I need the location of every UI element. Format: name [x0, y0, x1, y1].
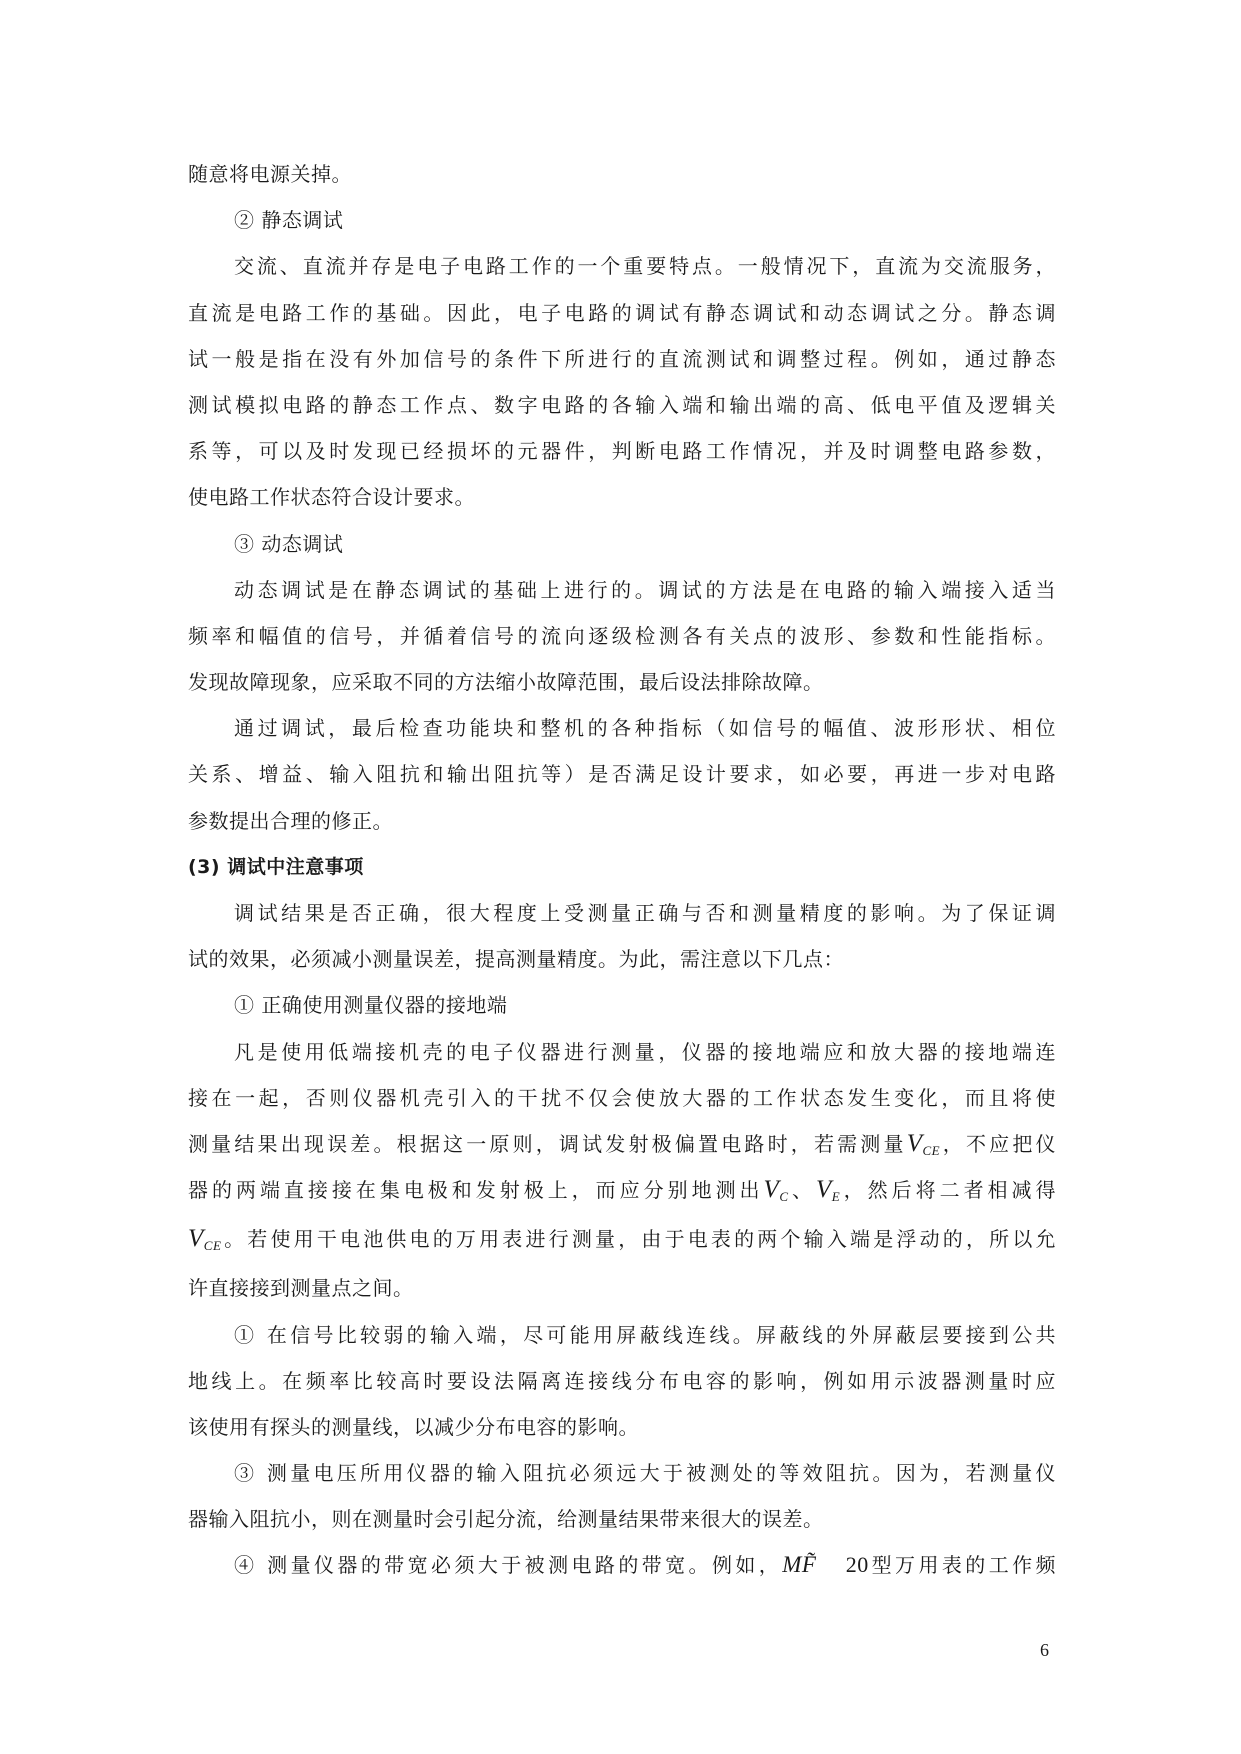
text-fragment: 。若使用干电池供电的万用表进行测量，由于电表的两个输入端是浮动的，所以允 [221, 1227, 1056, 1252]
var-main: V [188, 1225, 204, 1253]
text-line: 该使用有探头的测量线，以减少分布电容的影响。 [188, 1414, 639, 1439]
text-fragment: 测量结果出现误差。根据这一原则，调试发射极偏置电路时，若需测量 [188, 1131, 907, 1156]
text-fragment: 器的两端直接接在集电极和发射极上，而应分别地测出 [188, 1178, 764, 1203]
text-line: 交流、直流并存是电子电路工作的一个重要特点。一般情况下，直流为交流服务， [234, 254, 1056, 279]
text-line: 器输入阻抗小，则在测量时会引起分流，给测量结果带来很大的误差。 [188, 1507, 824, 1532]
formula-vce [907, 1130, 940, 1157]
text-line: 试一般是指在没有外加信号的条件下所进行的直流测试和调整过程。例如，通过静态 [188, 346, 1056, 371]
text-fragment: ，不应把仪 [940, 1131, 1057, 1156]
text-line: 测试模拟电路的静态工作点、数字电路的各输入端和输出端的高、低电平值及逻辑关 [188, 392, 1056, 417]
text-line: 参数提出合理的修正。 [188, 808, 393, 833]
model-number: 20 [845, 1552, 869, 1578]
text-fragment: ④ 测量仪器的带宽必须大于被测电路的带宽。例如， [234, 1553, 783, 1578]
text-line: 通过调试，最后检查功能块和整机的各种指标（如信号的幅值、波形形状、相位 [234, 716, 1056, 741]
subsection-title: ① 正确使用测量仪器的接地端 [234, 993, 508, 1018]
text-line: 使电路工作状态符合设计要求。 [188, 485, 475, 510]
text-line: ③ 测量电压所用仪器的输入阻抗必须远大于被测处的等效阻抗。因为，若测量仪 [234, 1461, 1056, 1486]
text-line: 直流是电路工作的基础。因此，电子电路的调试有静态调试和动态调试之分。静态调 [188, 300, 1056, 325]
text-line: 许直接接到测量点之间。 [188, 1276, 414, 1301]
text-fragment: ，然后将二者相减得 [840, 1178, 1057, 1203]
text-line: 试的效果，必须减小测量误差，提高测量精度。为此，需注意以下几点： [188, 947, 844, 972]
subsection-title: ③ 动态调试 [234, 531, 344, 556]
model-name-mf: MF̃ [782, 1552, 817, 1578]
var-sub: CE [203, 1238, 222, 1254]
var-main: V [763, 1176, 780, 1204]
var-sub: C [779, 1189, 789, 1205]
page-body [188, 160, 1056, 1598]
formula-vce [188, 1225, 221, 1252]
formula-vc [764, 1176, 789, 1203]
text-line: 系等，可以及时发现已经损坏的元器件，判断电路工作情况，并及时调整电路参数， [188, 439, 1056, 464]
text-fragment: 、 [788, 1178, 816, 1203]
text-line: 关系、增益、输入阻抗和输出阻抗等）是否满足设计要求，如必要，再进一步对电路 [188, 762, 1056, 787]
subsection-title: ② 静态调试 [234, 208, 344, 233]
text-line-with-formula [188, 1130, 1056, 1158]
text-line: 接在一起，否则仪器机壳引入的干扰不仅会使放大器的工作状态发生变化，而且将使 [188, 1085, 1056, 1110]
text-fragment: 型万用表的工作频 [868, 1553, 1057, 1578]
text-line: 频率和幅值的信号，并循着信号的流向逐级检测各有关点的波形、参数和性能指标。 [188, 623, 1056, 648]
text-line: 地线上。在频率比较高时要设法隔离连接线分布电容的影响，例如用示波器测量时应 [188, 1368, 1056, 1393]
text-line: 凡是使用低端接机壳的电子仪器进行测量，仪器的接地端应和放大器的接地端连 [234, 1039, 1056, 1064]
section-heading: (3) 调试中注意事项 [188, 855, 364, 878]
text-line: 发现故障现象，应采取不同的方法缩小故障范围，最后设法排除故障。 [188, 670, 824, 695]
var-sub: E [831, 1189, 841, 1205]
text-line: ① 在信号比较弱的输入端，尽可能用屏蔽线连线。屏蔽线的外屏蔽层要接到公共 [234, 1322, 1056, 1347]
var-sub: CE [922, 1142, 941, 1158]
page-number: 6 [1040, 1640, 1049, 1660]
formula-ve [816, 1176, 840, 1203]
text-line: 动态调试是在静态调试的基础上进行的。调试的方法是在电路的输入端接入适当 [234, 577, 1056, 602]
text-line-with-formula [188, 1222, 1056, 1256]
var-main: V [815, 1176, 832, 1204]
var-main: V [906, 1129, 923, 1157]
text-line: 随意将电源关掉。 [188, 162, 352, 186]
text-line: 调试结果是否正确，很大程度上受测量正确与否和测量精度的影响。为了保证调 [234, 901, 1056, 925]
text-line-with-formula [188, 1551, 1056, 1579]
text-line-with-formula [188, 1176, 1056, 1204]
